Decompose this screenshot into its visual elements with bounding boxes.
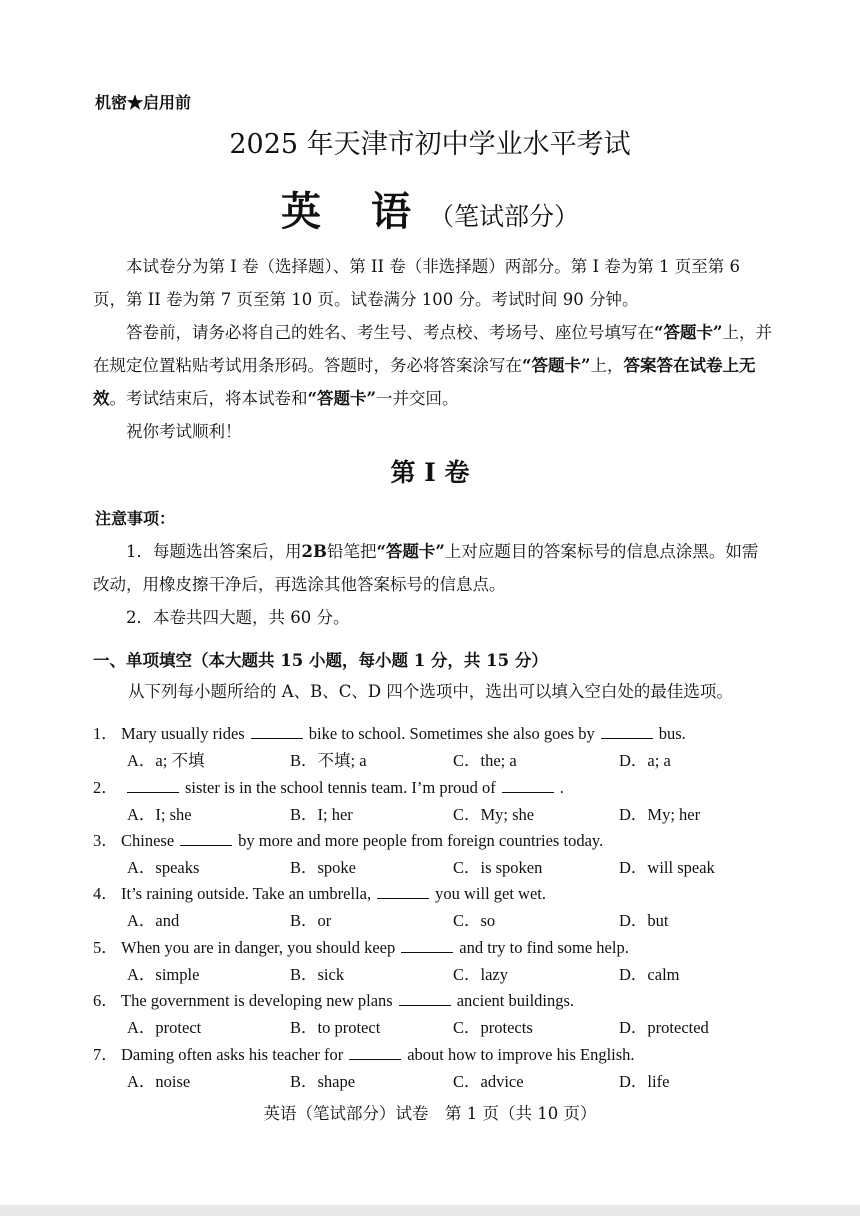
question-text: Mary usually rides	[121, 724, 245, 743]
option-a: A．a; 不填	[127, 751, 205, 770]
question-2	[93, 774, 564, 798]
option-b: B．sick	[290, 965, 345, 984]
subject-heading	[0, 180, 860, 237]
option-b: B．spoke	[290, 858, 356, 877]
option-d: D．life	[619, 1072, 670, 1091]
question-text: .	[559, 778, 564, 797]
answer-card-term: “答题卡”	[522, 356, 591, 375]
note-1	[93, 535, 773, 601]
exam-title: 2025 年天津市初中学业水平考试	[229, 129, 631, 160]
option-b: B．or	[290, 911, 332, 930]
option-a: A．protect	[127, 1018, 202, 1037]
question-number: 5．	[93, 938, 118, 957]
answer-blank	[251, 724, 303, 739]
question-text: When you are in danger, you should keep	[121, 938, 396, 957]
option-c: C．the; a	[453, 751, 517, 770]
answer-blank	[377, 884, 429, 899]
option-c: C．lazy	[453, 965, 508, 984]
question-number: 3．	[93, 831, 118, 850]
answer-blank	[399, 991, 451, 1006]
question-text: The government is developing new plans	[121, 991, 393, 1010]
intro-text: 答卷前，请务必将自己的姓名、考生号、考点校、考场号、座位号填写在	[126, 323, 654, 342]
question-3	[93, 827, 603, 851]
intro-text: 。考试结束后，将本试卷和	[109, 389, 308, 408]
question-number: 7．	[93, 1045, 118, 1064]
note-text: 1．每题选出答案后，用	[126, 542, 302, 561]
option-c: C．so	[453, 911, 496, 930]
section-instruction: 从下列每小题所给的 A、B、C、D 四个选项中，选出可以填入空白处的最佳选项。	[128, 682, 733, 701]
answer-blank	[502, 778, 554, 793]
subject-name: 英 语	[281, 188, 429, 235]
intro-text: 上，	[590, 356, 624, 375]
option-d: D．calm	[619, 965, 680, 984]
answer-blank	[180, 831, 232, 846]
option-c: C．is spoken	[453, 858, 543, 877]
option-d: D．a; a	[619, 751, 671, 770]
answer-blank	[401, 938, 453, 953]
invalid-answer-warning: 答案答在试卷上无效	[93, 356, 756, 408]
subject-part: （笔试部分）	[428, 202, 579, 231]
question-number: 4．	[93, 884, 118, 903]
question-text: sister is in the school tennis team. I’m proud of	[185, 778, 496, 797]
question-text: ancient buildings.	[456, 991, 575, 1010]
question-7	[93, 1041, 635, 1065]
intro-paragraph-1: 本试卷分为第 I 卷（选择题）、第 II 卷（非选择题）两部分。第 I 卷为第 1 页至第 6 页，第 II 卷为第 7 页至第 10 页。试卷满分 100 分。考试时间 90 分钟。	[93, 257, 741, 309]
option-a: A．I; she	[127, 805, 192, 824]
intro-text: 上，并在规定位置粘贴考试用条形码。答题时，务必将答案涂写在	[93, 323, 772, 375]
option-b: B．I; her	[290, 805, 353, 824]
page-footer: 英语（笔试部分）试卷 第 1 页（共 10 页）	[263, 1104, 597, 1123]
option-d: D．will speak	[619, 858, 715, 877]
option-d: D．My; her	[619, 805, 701, 824]
answer-blank	[349, 1045, 401, 1060]
question-text: bike to school. Sometimes she also goes by	[308, 724, 595, 743]
question-text: by more and more people from foreign countries today.	[238, 831, 604, 850]
question-number: 6．	[93, 991, 118, 1010]
confidential-label: 机密★启用前	[95, 93, 192, 112]
intro-text: 一并交回。	[375, 389, 459, 408]
scan-edge	[0, 1205, 860, 1216]
answer-card-term: “答题卡”	[654, 323, 723, 342]
question-text: you will get wet.	[435, 884, 547, 903]
good-luck-line: 祝你考试顺利！	[126, 422, 242, 441]
option-c: C．My; she	[453, 805, 535, 824]
option-c: C．protects	[453, 1018, 533, 1037]
volume-heading: 第 I 卷	[390, 458, 470, 487]
question-text: Daming often asks his teacher for	[121, 1045, 344, 1064]
option-b: B．shape	[290, 1072, 356, 1091]
answer-card-term: “答题卡”	[376, 542, 445, 561]
answer-card-term: “答题卡”	[307, 389, 376, 408]
option-a: A．and	[127, 911, 180, 930]
question-1	[93, 720, 686, 744]
option-d: D．but	[619, 911, 669, 930]
option-c: C．advice	[453, 1072, 524, 1091]
note-2: 2．本卷共四大题，共 60 分。	[126, 608, 350, 627]
intro-paragraph-2	[93, 316, 773, 415]
notes-heading: 注意事项：	[95, 509, 176, 528]
question-text: Chinese	[121, 831, 175, 850]
question-6	[93, 987, 574, 1011]
question-4	[93, 880, 546, 904]
note-text: 上对应题目的答案标号的信息点涂黑。如需改动，用橡皮擦干净后，再选涂其他答案标号的信息点。	[93, 542, 759, 594]
question-number: 1．	[93, 724, 118, 743]
answer-blank	[601, 724, 653, 739]
section-heading: 一、单项填空（本大题共 15 小题，每小题 1 分，共 15 分）	[93, 651, 548, 670]
option-a: A．noise	[127, 1072, 191, 1091]
question-text: bus.	[658, 724, 686, 743]
question-text: and try to find some help.	[459, 938, 629, 957]
option-a: A．speaks	[127, 858, 200, 877]
option-b: B．to protect	[290, 1018, 381, 1037]
question-number: 2．	[93, 778, 118, 797]
answer-blank	[127, 778, 179, 793]
pencil-type: 2B	[301, 542, 327, 561]
question-text: It’s raining outside. Take an umbrella,	[121, 884, 372, 903]
option-d: D．protected	[619, 1018, 709, 1037]
note-text: 铅笔把	[326, 542, 377, 561]
question-5	[93, 934, 629, 958]
question-text: about how to improve his English.	[407, 1045, 635, 1064]
option-a: A．simple	[127, 965, 200, 984]
option-b: B．不填; a	[290, 751, 367, 770]
